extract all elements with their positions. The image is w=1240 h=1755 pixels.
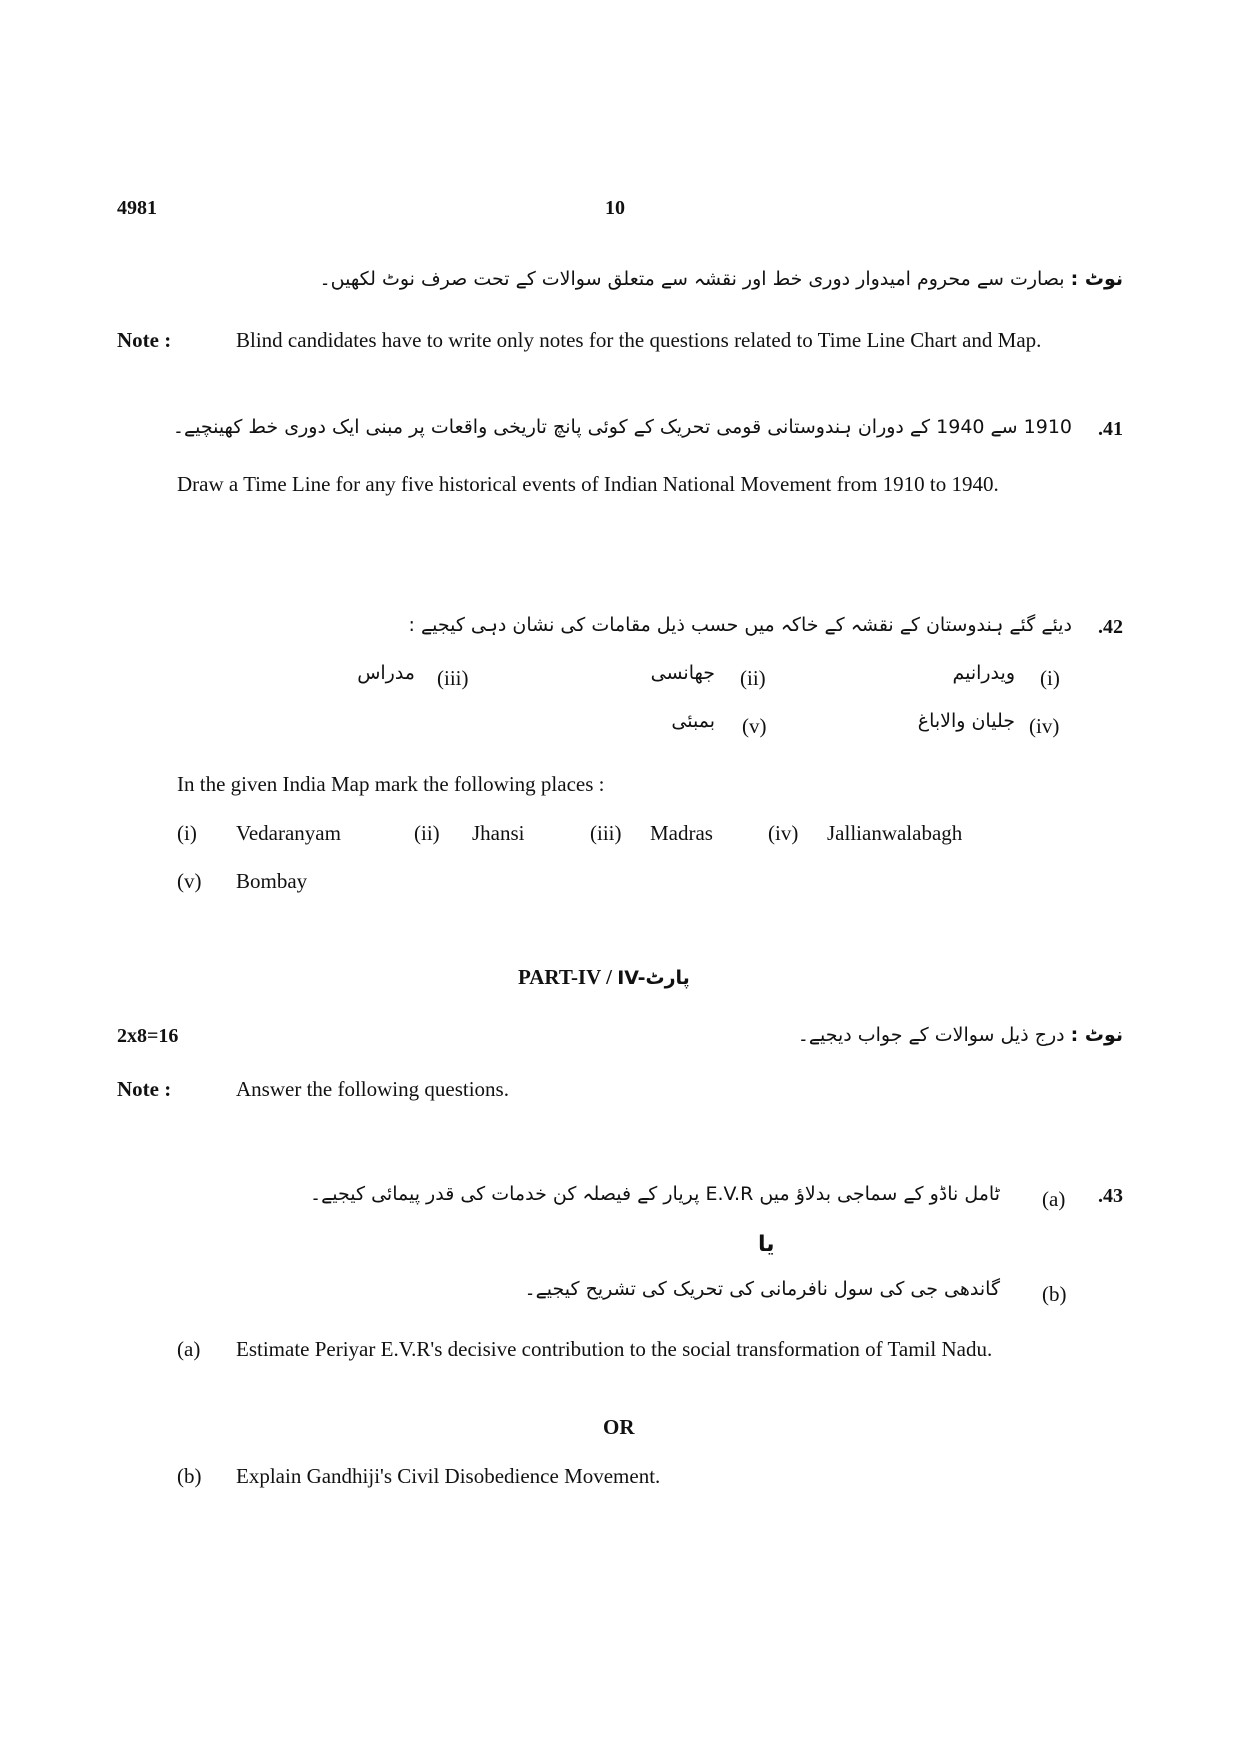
q42-urdu-place-2: جھانسی [650,662,715,684]
note2-urdu-label: نوٹ : [1070,1024,1123,1046]
q41-urdu-text: 1910 سے 1940 کے دوران ہندوستانی قومی تحریک کے کوئی پانچ تاریخی واقعات پر مبنی ایک دوری خط کھینچیے۔ [172,416,1072,438]
note-text: Blind candidates have to write only notes for the questions related to Time Line Chart and Map. [236,328,1042,352]
q42-urdu-place-5-roman: (v) [742,714,767,738]
note2-urdu [798,1024,1123,1046]
note-urdu-text: بصارت سے محروم امیدوار دوری خط اور نقشہ سے متعلق سوالات کے تحت صرف نوٹ لکھیں۔ [319,268,1065,290]
part-urdu-title: IV-پارٹ [617,967,690,989]
q42-place-3: Madras [650,821,713,845]
q42-place-1-roman: (i) [177,821,197,845]
q42-place-4: Jallianwalabagh [827,821,963,845]
note2-urdu-text: درج ذیل سوالات کے جواب دیجیے۔ [797,1024,1065,1046]
q42-urdu-place-1: ویدرانیم [952,662,1015,684]
q42-urdu-place-1-roman: (i) [1040,666,1060,690]
q43-urdu-b: گاندھی جی کی سول نافرمانی کی تحریک کی تشریح کیجیے۔ [524,1278,1000,1300]
q43-urdu-or: یا [758,1232,775,1257]
q42-urdu-place-4-roman: (iv) [1029,714,1060,738]
part-title: PART-IV / [518,965,612,989]
page-number: 10 [605,197,625,219]
q42-text: In the given India Map mark the following places : [177,772,605,796]
q42-urdu-text: دیئے گئے ہندوستان کے نقشہ کے خاکہ میں حسب ذیل مقامات کی نشان دہی کیجیے : [408,614,1072,636]
q42-place-5-roman: (v) [177,869,202,893]
q42-place-2: Jhansi [472,821,525,845]
q43-text-b: Explain Gandhiji's Civil Disobedience Movement. [236,1464,661,1488]
q42-number: .42 [1098,616,1123,638]
q42-place-4-roman: (iv) [768,821,799,845]
q42-place-3-roman: (iii) [590,821,622,845]
q42-urdu-place-4: جلیان والاباغ [917,710,1015,732]
note2-text: Answer the following questions. [236,1077,509,1101]
q43-b-label: (b) [177,1464,202,1488]
part-heading [518,965,690,990]
note-urdu-label: نوٹ : [1070,268,1123,290]
q42-urdu-place-3: مدراس [357,662,415,684]
q42-urdu-place-5: بمبئی [671,710,715,732]
q43-urdu-a: ٹامل ناڈو کے سماجی بدلاؤ میں E.V.R پریار کے فیصلہ کن خدمات کی قدر پیمائی کیجیے۔ [310,1183,1000,1205]
q43-number: .43 [1098,1185,1123,1207]
q43-text-a: Estimate Periyar E.V.R's decisive contribution to the social transformation of Tamil Nadu. [236,1337,993,1361]
q41-text: Draw a Time Line for any five historical events of Indian National Movement from 1910 to 1940. [177,472,999,496]
q41-number: .41 [1098,418,1123,440]
note-label: Note : [117,328,172,352]
q42-place-1: Vedaranyam [236,821,341,845]
q42-urdu-place-3-roman: (iii) [437,666,469,690]
q43-urdu-b-label: (b) [1042,1282,1067,1306]
q42-place-5: Bombay [236,869,308,893]
q42-place-2-roman: (ii) [414,821,440,845]
paper-code: 4981 [117,197,157,219]
note2-label: Note : [117,1077,172,1101]
note-urdu [320,268,1123,290]
q42-urdu-place-2-roman: (ii) [740,666,766,690]
q43-urdu-a-label: (a) [1042,1187,1066,1211]
q43-or: OR [603,1415,635,1439]
q43-a-label: (a) [177,1337,201,1361]
marks: 2x8=16 [117,1025,179,1047]
